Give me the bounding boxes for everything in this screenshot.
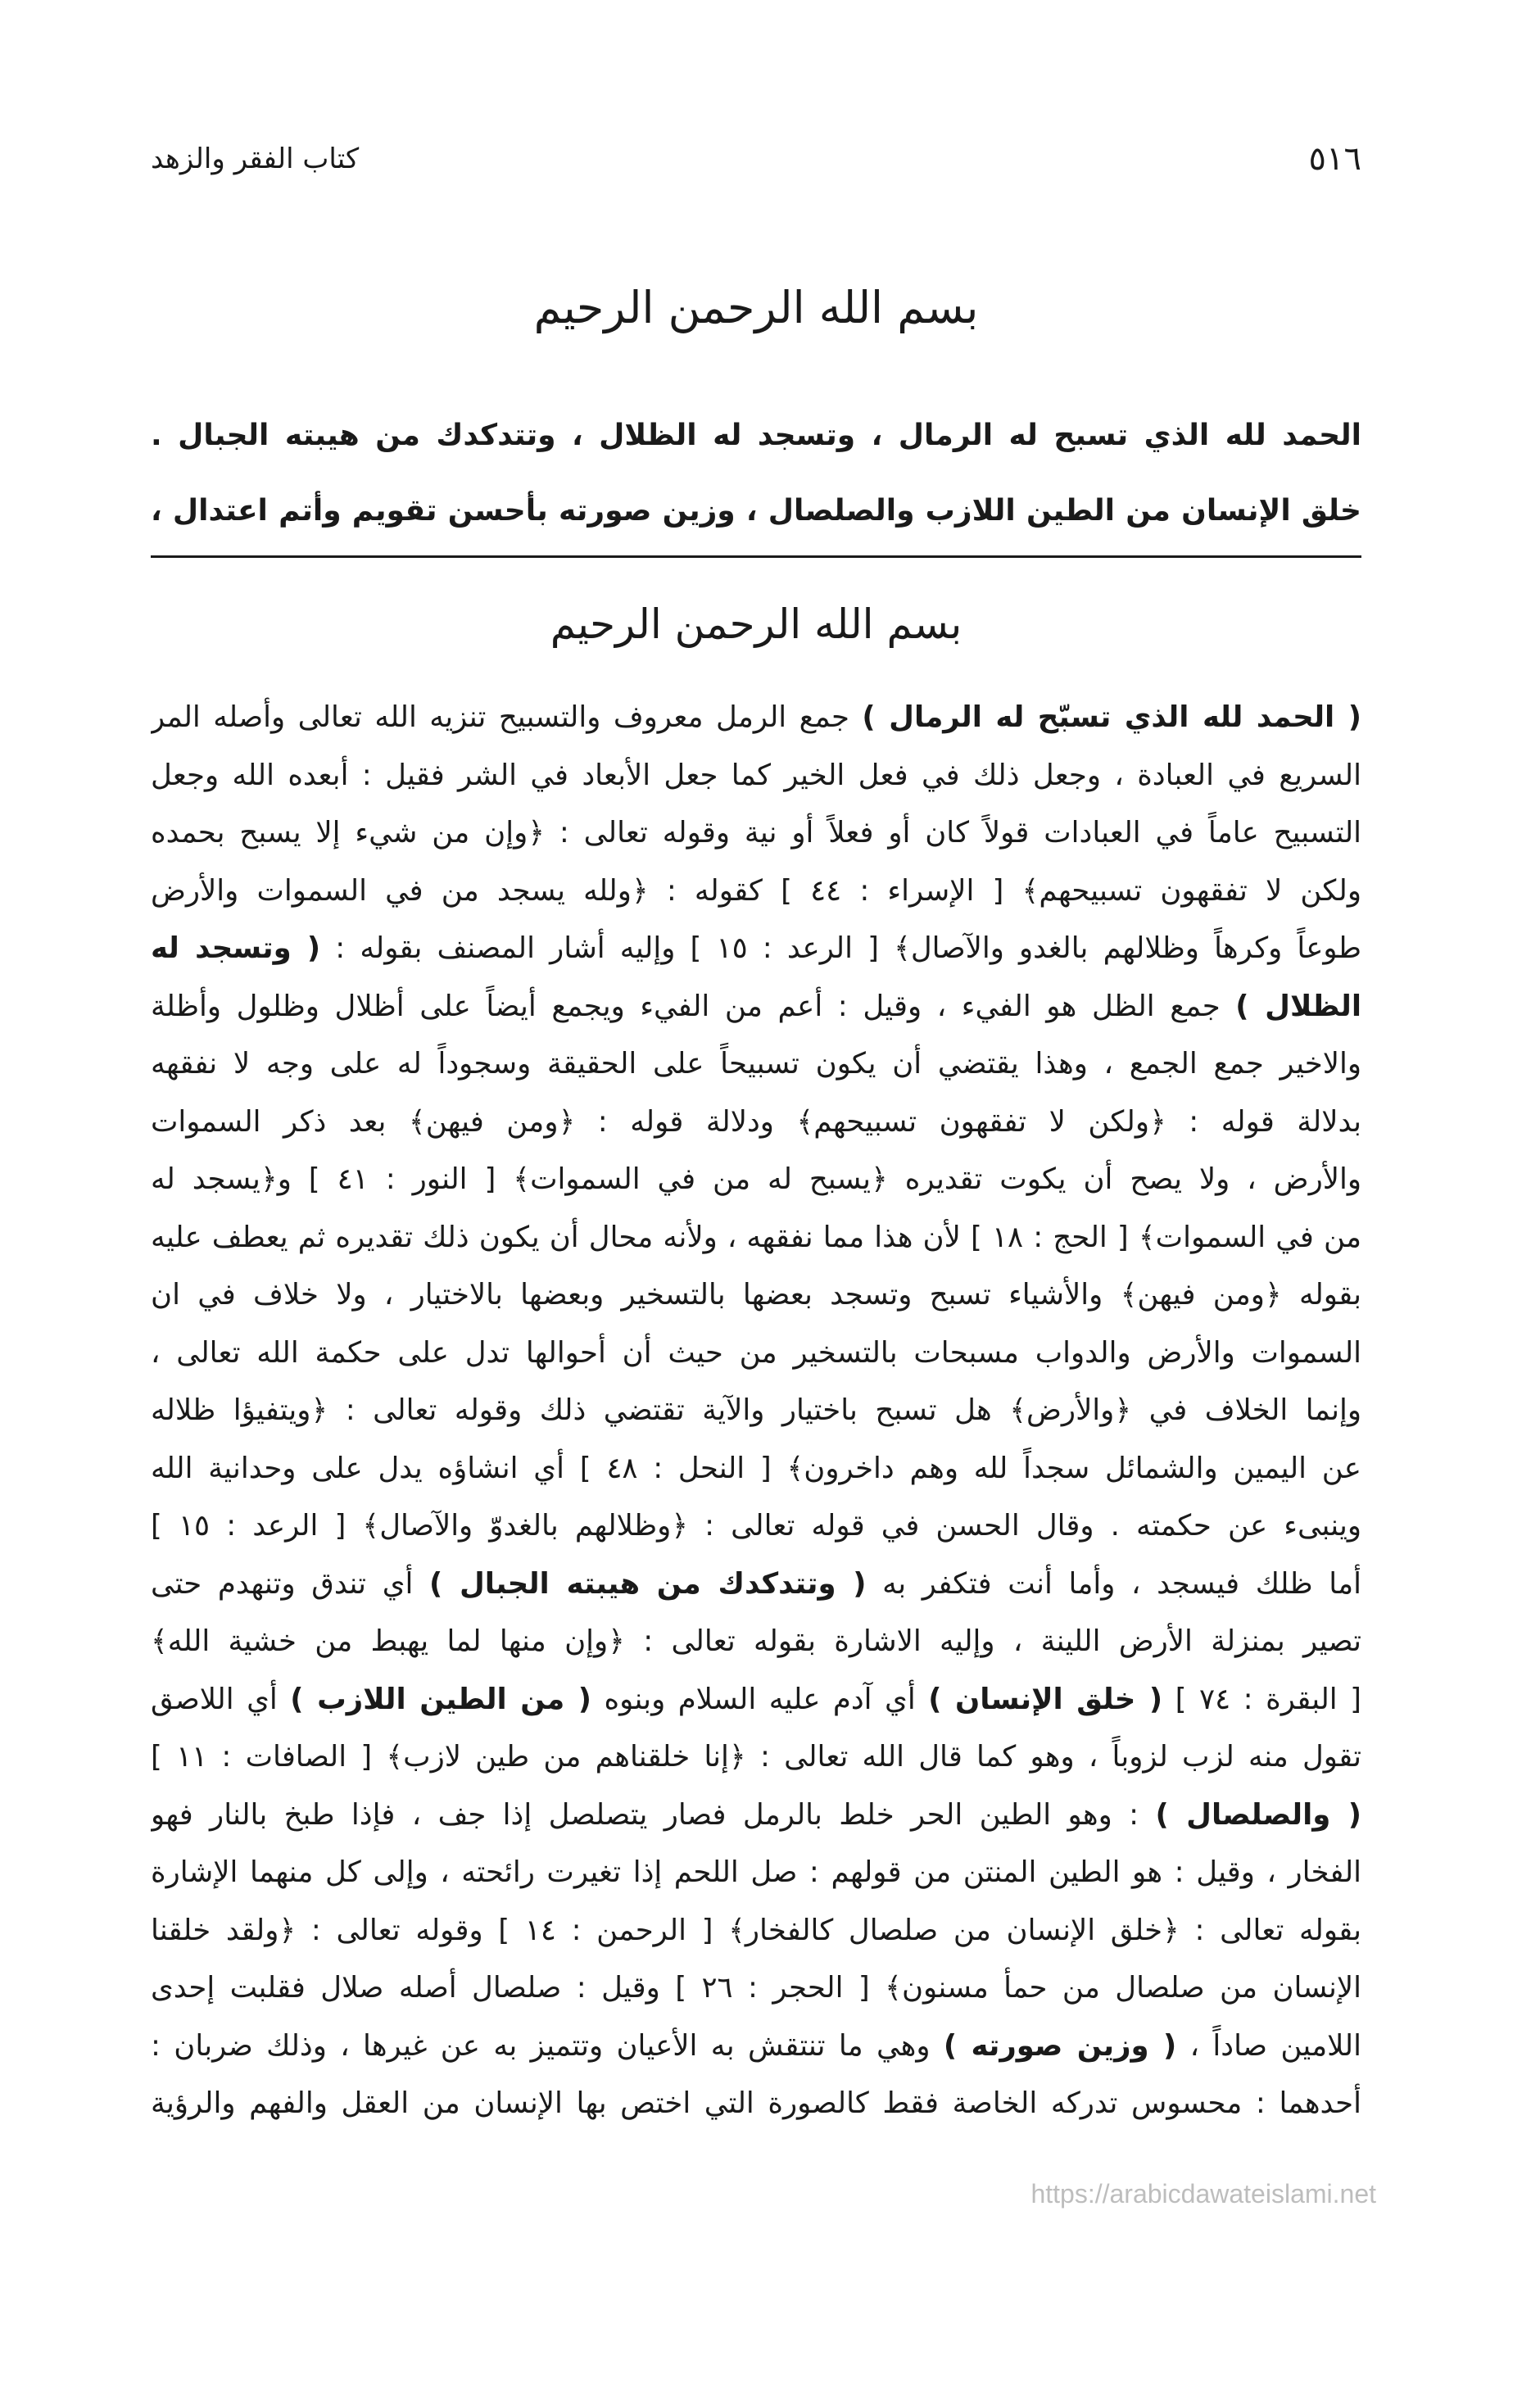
commentary-line (151, 1728, 1361, 1787)
commentary-text (151, 689, 1361, 2133)
commentary-line (151, 978, 1361, 1036)
commentary-line (151, 1035, 1361, 1094)
commentary-line (151, 1959, 1361, 2018)
commentary-text-run: جمع الظل هو الفيء ، وقيل : أعم من الفيء ويجمع أيضاً على أظلال وظلول وأظلة (151, 989, 1236, 1023)
commentary-line (151, 1209, 1361, 1267)
matn-quote: ( وزين صورته ) (943, 2028, 1177, 2063)
commentary-line (151, 1556, 1361, 1614)
commentary-text-run: تقول منه لزب لزوباً ، وهو كما قال الله تعالى : ﴿إنا خلقناهم من طين لازب﴾ [ الصافات : ١١ ] (151, 1740, 1361, 1774)
matn-basmala-heading: بسم الله الرحمن الرحيم (533, 282, 979, 333)
commentary-line (151, 1266, 1361, 1325)
commentary-line (151, 1151, 1361, 1209)
watermark-url: https://arabicdawateislami.net (1030, 2179, 1376, 2209)
commentary-line (151, 747, 1361, 805)
matn-quote: ( خلق الإنسان ) (928, 1682, 1163, 1716)
page-number: ٥١٦ (1308, 140, 1361, 178)
matn-quote: الظلال ) (1235, 989, 1361, 1023)
commentary-line (151, 1325, 1361, 1383)
commentary-line (151, 920, 1361, 978)
commentary-text-run: والاخير جمع الجمع ، وهذا يقتضي أن يكون تسبيحاً على الحقيقة وسجوداً له على وجه لا نفقهه (151, 1047, 1361, 1081)
commentary-line (151, 1094, 1361, 1152)
commentary-text-run: الفخار ، وقيل : هو الطين المنتن من قولهم : صل اللحم إذا تغيرت رائحته ، وإلى كل منهما الإشارة (151, 1855, 1361, 1889)
matn-quote: ( وتسجد له (151, 931, 321, 965)
matn-quote: ( والصلصال ) (1155, 1797, 1361, 1832)
commentary-line (151, 1671, 1361, 1729)
commentary-line (151, 1844, 1361, 1902)
commentary-text-run: وإنما الخلاف في ﴿والأرض﴾ هل تسبح باختيار والآية تقتضي ذلك وقوله تعالى : ﴿ويتفيؤا ظلاله (151, 1393, 1361, 1427)
commentary-text-run: أي اللاصق (151, 1682, 291, 1716)
commentary-line (151, 2018, 1361, 2076)
commentary-text-run: بقوله تعالى : ﴿خلق الإنسان من صلصال كالفخار﴾ [ الرحمن : ١٤ ] وقوله تعالى : ﴿ولقد خلقنا (151, 1913, 1361, 1947)
matn-quote: ( من الطين اللازب ) (290, 1682, 592, 1716)
commentary-text-run: طوعاً وكرهاً وظلالهم بالغدو والآصال﴾ [ الرعد : ١٥ ] وإليه أشار المصنف بقوله : (320, 931, 1361, 965)
commentary-line (151, 1787, 1361, 1845)
commentary-text-run: السريع في العبادة ، وجعل ذلك في فعل الخير كما جعل الأبعاد في الشر فقيل : أبعده الله وجعل (151, 758, 1361, 792)
matn-line: الحمد لله الذي تسبح له الرمال ، وتسجد له الظلال ، وتتدكدك من هيبته الجبال . (151, 419, 1361, 452)
commentary-line (151, 1382, 1361, 1440)
commentary-text-run: [ البقرة : ٧٤ ] (1162, 1682, 1361, 1716)
commentary-text-run: أما ظلك فيسجد ، وأما أنت فتكفر به (866, 1566, 1361, 1601)
commentary-line (151, 804, 1361, 863)
matn-quote: ( الحمد لله الذي تسبّح له الرمال ) (862, 700, 1361, 734)
commentary-text-run: أحدهما : محسوس تدركه الخاصة فقط كالصورة التي اختص بها الإنسان من العقل والفهم والرؤية (151, 2086, 1361, 2120)
commentary-line (151, 689, 1361, 747)
commentary-text-run: اللامين صاداً ، (1176, 2028, 1361, 2063)
commentary-line (151, 1902, 1361, 1960)
commentary-text-run: أي آدم عليه السلام وبنوه (591, 1682, 929, 1716)
commentary-text-run: : وهو الطين الحر خلط بالرمل فصار يتصلصل إذا جف ، فإذا طبخ بالنار فهو (151, 1797, 1156, 1832)
commentary-text-run: عن اليمين والشمائل سجداً لله وهم داخرون﴾ [ النحل : ٤٨ ] أي انشاؤه يدل على وحدانية الله (151, 1451, 1361, 1485)
commentary-text-run: وهي ما تنتقش به الأعيان وتتميز به عن غيرها ، وذلك ضربان : (151, 2028, 944, 2063)
matn-line: خلق الإنسان من الطين اللازب والصلصال ، وزين صورته بأحسن تقويم وأتم اعتدال ، (151, 494, 1361, 528)
commentary-line (151, 1497, 1361, 1556)
running-header (151, 138, 1361, 180)
commentary-line (151, 2075, 1361, 2133)
separator-rule (151, 555, 1361, 558)
commentary-line (151, 1613, 1361, 1671)
commentary-text-run: بقوله ﴿ومن فيهن﴾ والأشياء تسبح وتسجد بعضها بالتسخير وبعضها بالاختيار ، ولا خلاف في ان (151, 1278, 1361, 1312)
matn-text (151, 398, 1361, 549)
commentary-text-run: السموات والأرض والدواب مسبحات بالتسخير من حيث أن أحوالها تدل على حكمة الله تعالى ، (151, 1335, 1361, 1370)
commentary-text-run: بدلالة قوله : ﴿ولكن لا تفقهون تسبيحهم﴾ ودلالة قوله : ﴿ومن فيهن﴾ بعد ذكر السموات (151, 1104, 1361, 1139)
commentary-text-run: والأرض ، ولا يصح أن يكوت تقديره ﴿يسبح له من في السموات﴾ [ النور : ٤١ ] و﴿يسجد له (151, 1162, 1361, 1196)
commentary-text-run: التسبيح عاماً في العبادات قولاً كان أو فعلاً أو نية وقوله تعالى : ﴿وإن من شيء إلا يسبح بحمده (151, 816, 1361, 849)
commentary-text-run: تصير بمنزلة الأرض اللينة ، وإليه الاشارة بقوله تعالى : ﴿وإن منها لما يهبط من خشية الله﴾ (151, 1624, 1361, 1658)
commentary-line (151, 863, 1361, 921)
commentary-text-run: وينبىء عن حكمته . وقال الحسن في قوله تعالى : ﴿وظلالهم بالغدوّ والآصال﴾ [ الرعد : ١٥ ] (151, 1509, 1361, 1543)
commentary-text-run: من في السموات﴾ [ الحج : ١٨ ] لأن هذا مما نفقهه ، ولأنه محال أن يكون ذلك تقديره ثم يعطف عليه (151, 1220, 1361, 1254)
commentary-text-run: جمع الرمل معروف والتسبيح تنزيه الله تعالى وأصله المر (151, 700, 863, 734)
commentary-line (151, 1440, 1361, 1498)
commentary-text-run: أي تندق وتنهدم حتى (151, 1566, 430, 1601)
running-title: كتاب الفقر والزهد (151, 143, 360, 175)
commentary-text-run: الإنسان من صلصال من حمأ مسنون﴾ [ الحجر : ٢٦ ] وقيل : صلصال أصله صلال فقلبت إحدى (151, 1971, 1361, 2005)
commentary-text-run: ولكن لا تفقهون تسبيحهم﴾ [ الإسراء : ٤٤ ] كقوله : ﴿ولله يسجد من في السموات والأرض (151, 873, 1361, 908)
commentary-basmala-heading: بسم الله الرحمن الرحيم (550, 600, 962, 648)
matn-quote: ( وتتدكدك من هيبته الجبال ) (429, 1566, 867, 1601)
